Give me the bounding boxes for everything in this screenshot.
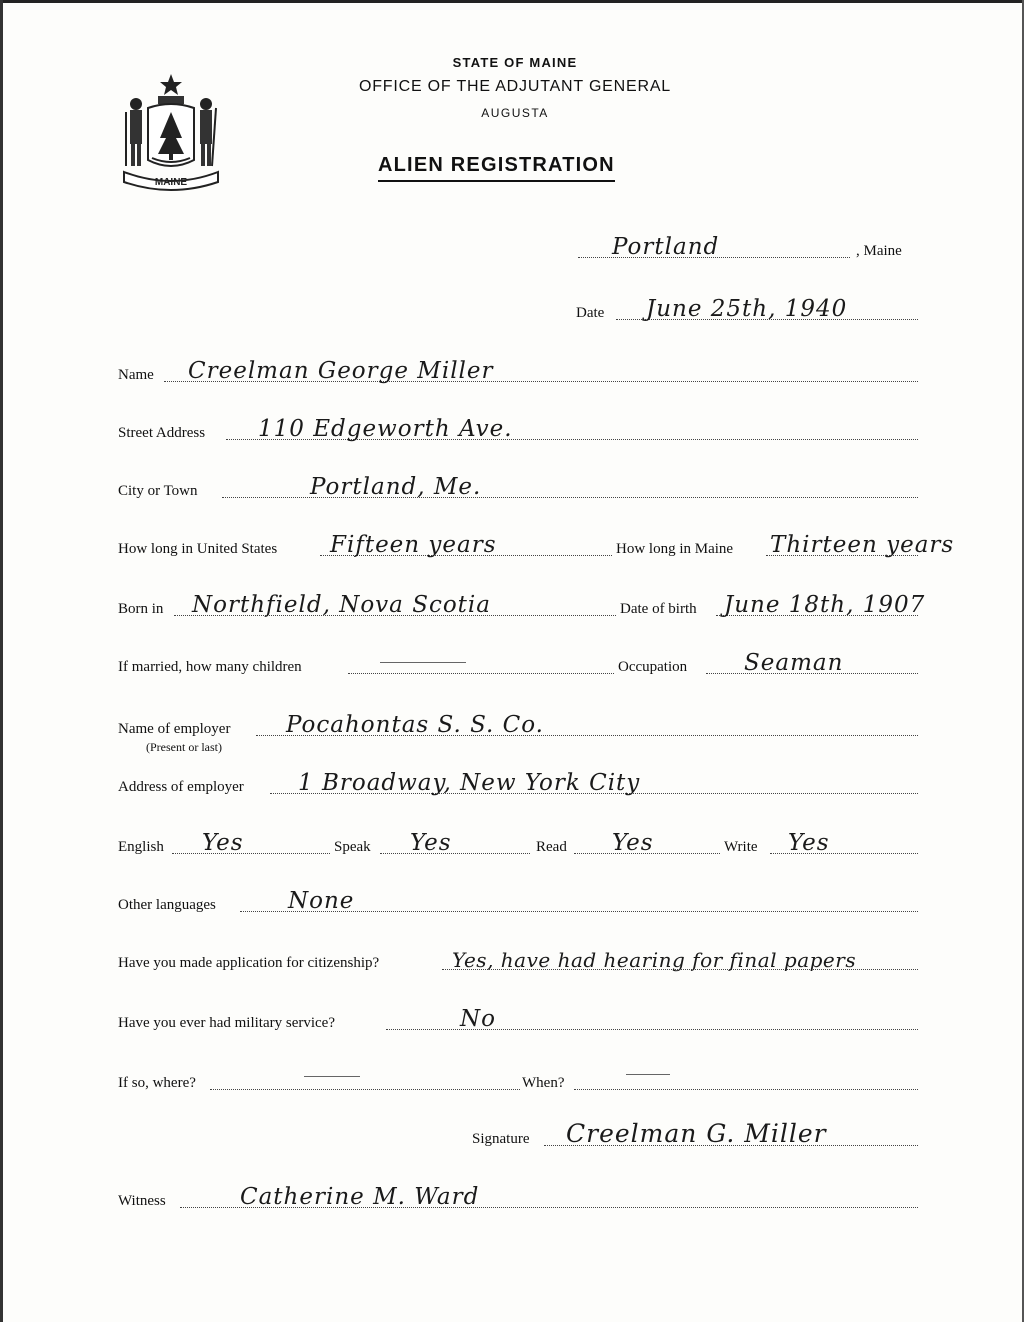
employer-address-value: 1 Broadway, New York City	[298, 770, 641, 796]
signature-label: Signature	[472, 1131, 530, 1147]
read-label: Read	[536, 839, 567, 855]
english-line	[172, 853, 330, 854]
residence-row	[118, 532, 955, 560]
born-in-label: Born in	[118, 601, 164, 617]
city-heading: AUGUSTA	[481, 106, 549, 120]
date-row	[576, 296, 918, 324]
where-line	[210, 1089, 520, 1090]
employer-row	[118, 712, 918, 754]
employer-address-row	[118, 770, 918, 798]
how-long-maine-label: How long in Maine	[616, 541, 734, 557]
employer-sublabel: (Present or last)	[146, 740, 222, 754]
speak-value: Yes	[410, 830, 452, 856]
military-value: No	[460, 1006, 496, 1032]
city-value: Portland, Me.	[310, 474, 482, 500]
seal-motto: MAINE	[154, 177, 188, 188]
witness-value: Catherine M. Ward	[240, 1184, 480, 1210]
name-row	[118, 358, 918, 386]
town-value: Portland	[612, 234, 720, 260]
children-line	[348, 673, 614, 674]
name-value: Creelman George Miller	[188, 358, 494, 384]
children-dash	[380, 662, 466, 663]
signature-row	[472, 1119, 918, 1150]
state-heading: STATE OF MAINE	[452, 55, 578, 70]
city-row	[118, 474, 918, 502]
witness-row	[118, 1184, 918, 1212]
city-label: City or Town	[118, 483, 198, 499]
how-long-us-label: How long in United States	[118, 541, 278, 557]
how-long-us-value: Fifteen years	[330, 532, 497, 558]
name-label: Name	[118, 367, 154, 383]
date-label: Date	[576, 305, 605, 321]
date-value: June 25th, 1940	[646, 296, 848, 322]
read-value: Yes	[612, 830, 654, 856]
street-row	[118, 416, 918, 444]
occupation-label: Occupation	[618, 659, 688, 675]
employer-value: Pocahontas S. S. Co.	[286, 712, 544, 738]
when-dash	[626, 1074, 670, 1075]
scan-edge-top	[0, 0, 1024, 3]
witness-label: Witness	[118, 1193, 166, 1209]
street-value: 110 Edgeworth Ave.	[258, 416, 513, 442]
employer-address-label: Address of employer	[118, 779, 244, 795]
date-of-birth-label: Date of birth	[620, 601, 697, 617]
maine-seal-icon	[118, 68, 224, 192]
speak-label: Speak	[334, 839, 371, 855]
military-row	[118, 1006, 918, 1034]
military-label: Have you ever had military service?	[118, 1015, 335, 1031]
write-value: Yes	[788, 830, 830, 856]
family-row	[118, 650, 918, 678]
children-label: If married, how many children	[118, 659, 302, 675]
service-row	[118, 1070, 918, 1094]
scan-edge-left	[0, 0, 3, 1322]
office-heading: OFFICE OF THE ADJUTANT GENERAL	[358, 78, 672, 95]
maine-label: , Maine	[856, 243, 902, 259]
date-of-birth-value: June 18th, 1907	[724, 592, 926, 618]
where-dash	[304, 1076, 360, 1077]
english-value: Yes	[202, 830, 244, 856]
other-languages-value: None	[288, 888, 355, 914]
employer-label: Name of employer	[118, 721, 231, 737]
citizenship-label: Have you made application for citizenship?	[118, 955, 380, 971]
english-label: English	[118, 839, 164, 855]
citizenship-row	[118, 950, 960, 974]
signature-value: Creelman G. Miller	[566, 1119, 827, 1148]
occupation-value: Seaman	[744, 650, 844, 676]
how-long-maine-value: Thirteen years	[770, 532, 955, 558]
when-line	[574, 1089, 918, 1090]
speak-line	[380, 853, 530, 854]
where-label: If so, where?	[118, 1075, 196, 1091]
when-label: When?	[522, 1075, 565, 1091]
town-row	[578, 234, 918, 262]
street-label: Street Address	[118, 425, 206, 441]
born-in-value: Northfield, Nova Scotia	[192, 592, 491, 618]
other-languages-row	[118, 888, 918, 916]
other-languages-label: Other languages	[118, 897, 216, 913]
citizenship-value: Yes, have had hearing for final papers	[452, 948, 857, 972]
birth-row	[118, 592, 926, 620]
language-row	[118, 830, 918, 858]
write-label: Write	[724, 839, 758, 855]
form-title: ALIEN REGISTRATION	[378, 154, 615, 182]
